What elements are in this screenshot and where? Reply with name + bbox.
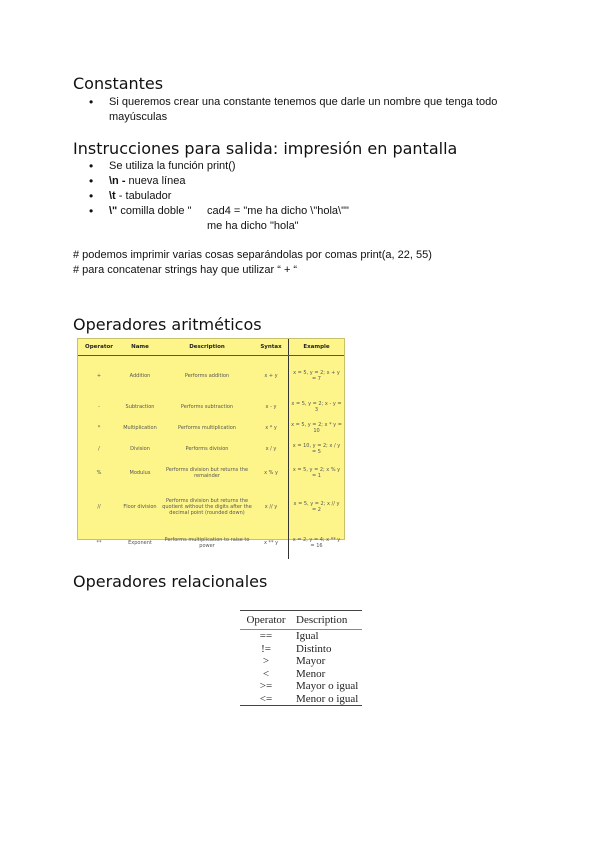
table-cell: + xyxy=(96,373,102,379)
table-cell: <= xyxy=(259,692,273,705)
table-cell: Subtraction xyxy=(125,403,155,410)
table-cell: > xyxy=(262,655,270,667)
table-cell: x = 5, y = 2; x - y = 3 xyxy=(291,400,342,413)
column-header: Operator xyxy=(78,339,120,356)
table-cell: x - y xyxy=(254,396,289,417)
column-header: Name xyxy=(120,339,160,356)
salida-list xyxy=(73,159,513,219)
table-cell: Floor division xyxy=(123,504,157,510)
table-cell: x = 5, y = 2; x * y = 10 xyxy=(291,421,342,434)
table-cell: Performs multiplication to raise to power xyxy=(164,537,250,549)
table-row xyxy=(78,487,344,527)
table-cell: Division xyxy=(130,445,150,452)
table-header-row xyxy=(240,611,362,630)
table-cell: != xyxy=(261,642,271,655)
table-cell: Addition xyxy=(129,373,151,379)
table-cell: Performs addition xyxy=(184,373,230,379)
table-row xyxy=(240,668,362,681)
table-cell: Igual xyxy=(296,630,319,642)
list-item: • \n - nueva línea xyxy=(73,174,513,189)
column-header: Operator xyxy=(240,611,296,630)
relational-operators-table xyxy=(240,610,362,706)
table-cell: x * y xyxy=(254,417,289,438)
table-cell: Mayor xyxy=(296,655,326,667)
table-cell: x = 5, y = 2; x + y = 7 xyxy=(293,370,340,382)
heading-relacionales: Operadores relacionales xyxy=(73,572,268,591)
table-cell: Exponent xyxy=(128,540,152,546)
table-cell: x = 10, y = 2; x / y = 5 xyxy=(292,442,341,455)
table-cell: Distinto xyxy=(296,642,332,655)
table-cell: x = 2, y = 4; x ** y = 16 xyxy=(292,537,341,549)
table-cell: // xyxy=(97,504,101,510)
table-cell: % xyxy=(96,470,102,476)
list-item: • Si queremos crear una constante tenemos que darle un nombre que tenga todo mayúsculas xyxy=(73,95,513,125)
table-row xyxy=(78,438,344,459)
table-cell: Mayor o igual xyxy=(296,680,359,692)
table-cell: >= xyxy=(259,680,273,692)
table-cell: Performs division xyxy=(185,445,229,452)
table-cell: - xyxy=(98,403,100,410)
table-cell: Performs division but returns the quotient without the digits after the decimal point (rounded down) xyxy=(162,498,252,516)
note-concat: # para concatenar strings hay que utilizar “ + “ xyxy=(73,264,298,276)
heading-constantes: Constantes xyxy=(73,74,164,93)
table-cell: x + y xyxy=(254,356,289,397)
table-row xyxy=(240,680,362,693)
note-print: # podemos imprimir varias cosas separándolas por comas print(a, 22, 55) xyxy=(73,249,432,261)
table-cell: / xyxy=(98,445,100,452)
heading-aritmeticos: Operadores aritméticos xyxy=(73,315,262,334)
table-cell: Performs multiplication xyxy=(178,424,236,431)
arithmetic-operators-table xyxy=(77,338,345,549)
table-cell: Performs subtraction xyxy=(180,403,234,410)
table-row xyxy=(78,417,344,438)
table-cell: x % y xyxy=(254,459,289,487)
table-cell: x ** y xyxy=(254,527,289,559)
table-cell: Menor xyxy=(296,667,326,680)
constantes-list xyxy=(73,95,513,125)
table-row xyxy=(78,396,344,417)
code-example-line2: me ha dicho "hola" xyxy=(207,220,299,232)
table-cell: Modulus xyxy=(129,470,151,476)
table-row xyxy=(78,459,344,487)
table-cell: Menor o igual xyxy=(296,692,359,705)
list-item: • Se utiliza la función print() xyxy=(73,159,513,174)
table-row xyxy=(78,356,344,397)
table-cell: == xyxy=(259,630,273,642)
column-header: Description xyxy=(160,339,254,356)
table-header-row xyxy=(78,339,344,356)
table-cell: Multiplication xyxy=(123,424,157,431)
column-header: Syntax xyxy=(254,339,289,356)
table-row xyxy=(240,693,362,706)
list-item: • \" comilla doble " cad4 = "me ha dicho \"hola\"" xyxy=(73,204,513,219)
table-cell: x = 5, y = 2; x % y = 1 xyxy=(292,467,341,479)
table-cell: x = 5, y = 2; x // y = 2 xyxy=(293,501,340,513)
table-cell: x // y xyxy=(254,487,289,527)
table-row xyxy=(240,655,362,668)
table-cell: ** xyxy=(96,540,102,546)
table-cell: x / y xyxy=(254,438,289,459)
table-row xyxy=(78,527,344,559)
code-example-line1: cad4 = "me ha dicho \"hola\"" xyxy=(207,205,349,217)
table-cell: < xyxy=(262,667,270,680)
column-header: Description xyxy=(296,611,362,630)
table-cell: Performs division but returns the remainder xyxy=(165,467,249,479)
column-header: Example xyxy=(289,339,345,356)
table-row xyxy=(240,643,362,656)
heading-salida: Instrucciones para salida: impresión en pantalla xyxy=(73,139,458,158)
table-row xyxy=(240,630,362,643)
table-cell: * xyxy=(97,424,101,431)
list-item: • \t - tabulador xyxy=(73,189,513,204)
